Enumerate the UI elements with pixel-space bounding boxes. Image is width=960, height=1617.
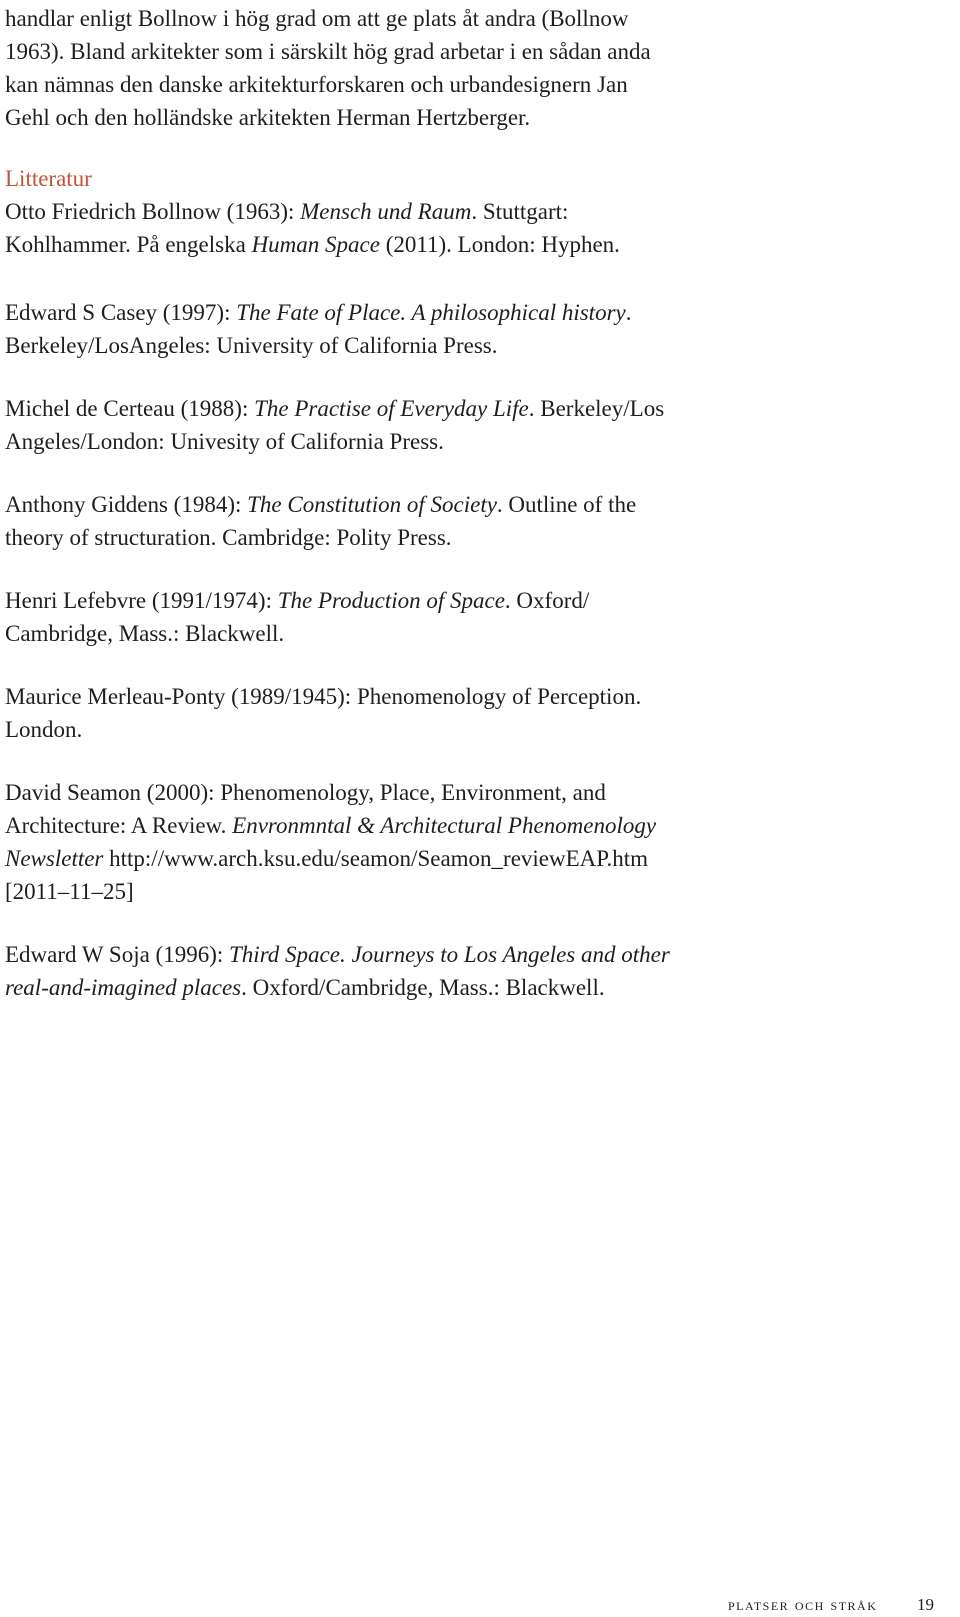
reference-text: . Stuttgart: Kohlhammer. På engelska — [5, 199, 569, 257]
reference-title: Third Space. Journeys to Los Angeles and other real-and-imagined places — [5, 942, 670, 1000]
reference-text: . Oxford/Cambridge, Mass.: Blackwell. — [241, 975, 605, 1000]
page-number: 19 — [917, 1595, 934, 1614]
reference-text: . Berkeley/LosAngeles: University of California Press. — [5, 300, 632, 358]
reference-text: Edward W Soja (1996): — [5, 942, 230, 967]
reference-text: Edward S Casey (1997): — [5, 300, 237, 325]
reference-title: The Fate of Place. A philosophical history — [236, 300, 626, 325]
reference-text: . Outline of the theory of structuration. Cambridge: Polity Press. — [5, 492, 637, 550]
reference-title: Envronmntal & Architectural Phenomenology Newsletter — [5, 813, 657, 871]
reference-text: Otto Friedrich Bollnow (1963): — [5, 199, 301, 224]
reference-item — [5, 195, 675, 261]
reference-item — [5, 584, 675, 650]
reference-title: The Practise of Everyday Life — [254, 396, 529, 421]
reference-item — [5, 938, 675, 1004]
reference-item — [5, 776, 675, 908]
reference-title: The Constitution of Society — [247, 492, 497, 517]
reference-text: Michel de Certeau (1988): — [5, 396, 255, 421]
reference-text: (2011). London: Hyphen. — [379, 232, 620, 257]
reference-text: Maurice Merleau-Ponty (1989/1945): Phenomenology of Perception. London. — [5, 684, 642, 742]
reference-title: Human Space — [251, 232, 380, 257]
reference-item — [5, 680, 675, 746]
reference-title: The Production of Space — [277, 588, 505, 613]
reference-url[interactable]: http://www.arch.ksu.edu/seamon/Seamon_reviewEAP.htm [2011–11–25] — [5, 846, 649, 904]
reference-text: . Oxford/ Cambridge, Mass.: Blackwell. — [5, 588, 590, 646]
running-title: platser och stråk — [728, 1595, 878, 1614]
reference-item — [5, 488, 675, 554]
reference-text: . Berkeley/Los Angeles/London: Univesity of California Press. — [5, 396, 665, 454]
reference-text: David Seamon (2000): Phenomenology, Place, Environment, and Architecture: A Review. — [5, 780, 606, 838]
reference-text: Henri Lefebvre (1991/1974): — [5, 588, 278, 613]
section-heading: Litteratur — [5, 166, 92, 191]
page-footer — [728, 1595, 934, 1615]
reference-text: Anthony Giddens (1984): — [5, 492, 248, 517]
reference-item — [5, 392, 675, 458]
reference-title: Mensch und Raum — [300, 199, 472, 224]
intro-paragraph: handlar enligt Bollnow i hög grad om att ge plats åt andra (Bollnow 1963). Bland arkitekter som i särskilt hög grad arbetar i en sådan anda kan nämnas den danske arkitekturforskaren och urbandesignern Jan Gehl och den holländske arkitekten Herman Hertzberger. — [5, 6, 651, 130]
reference-list — [5, 195, 675, 1004]
page-body — [5, 0, 675, 1004]
reference-item — [5, 296, 675, 362]
